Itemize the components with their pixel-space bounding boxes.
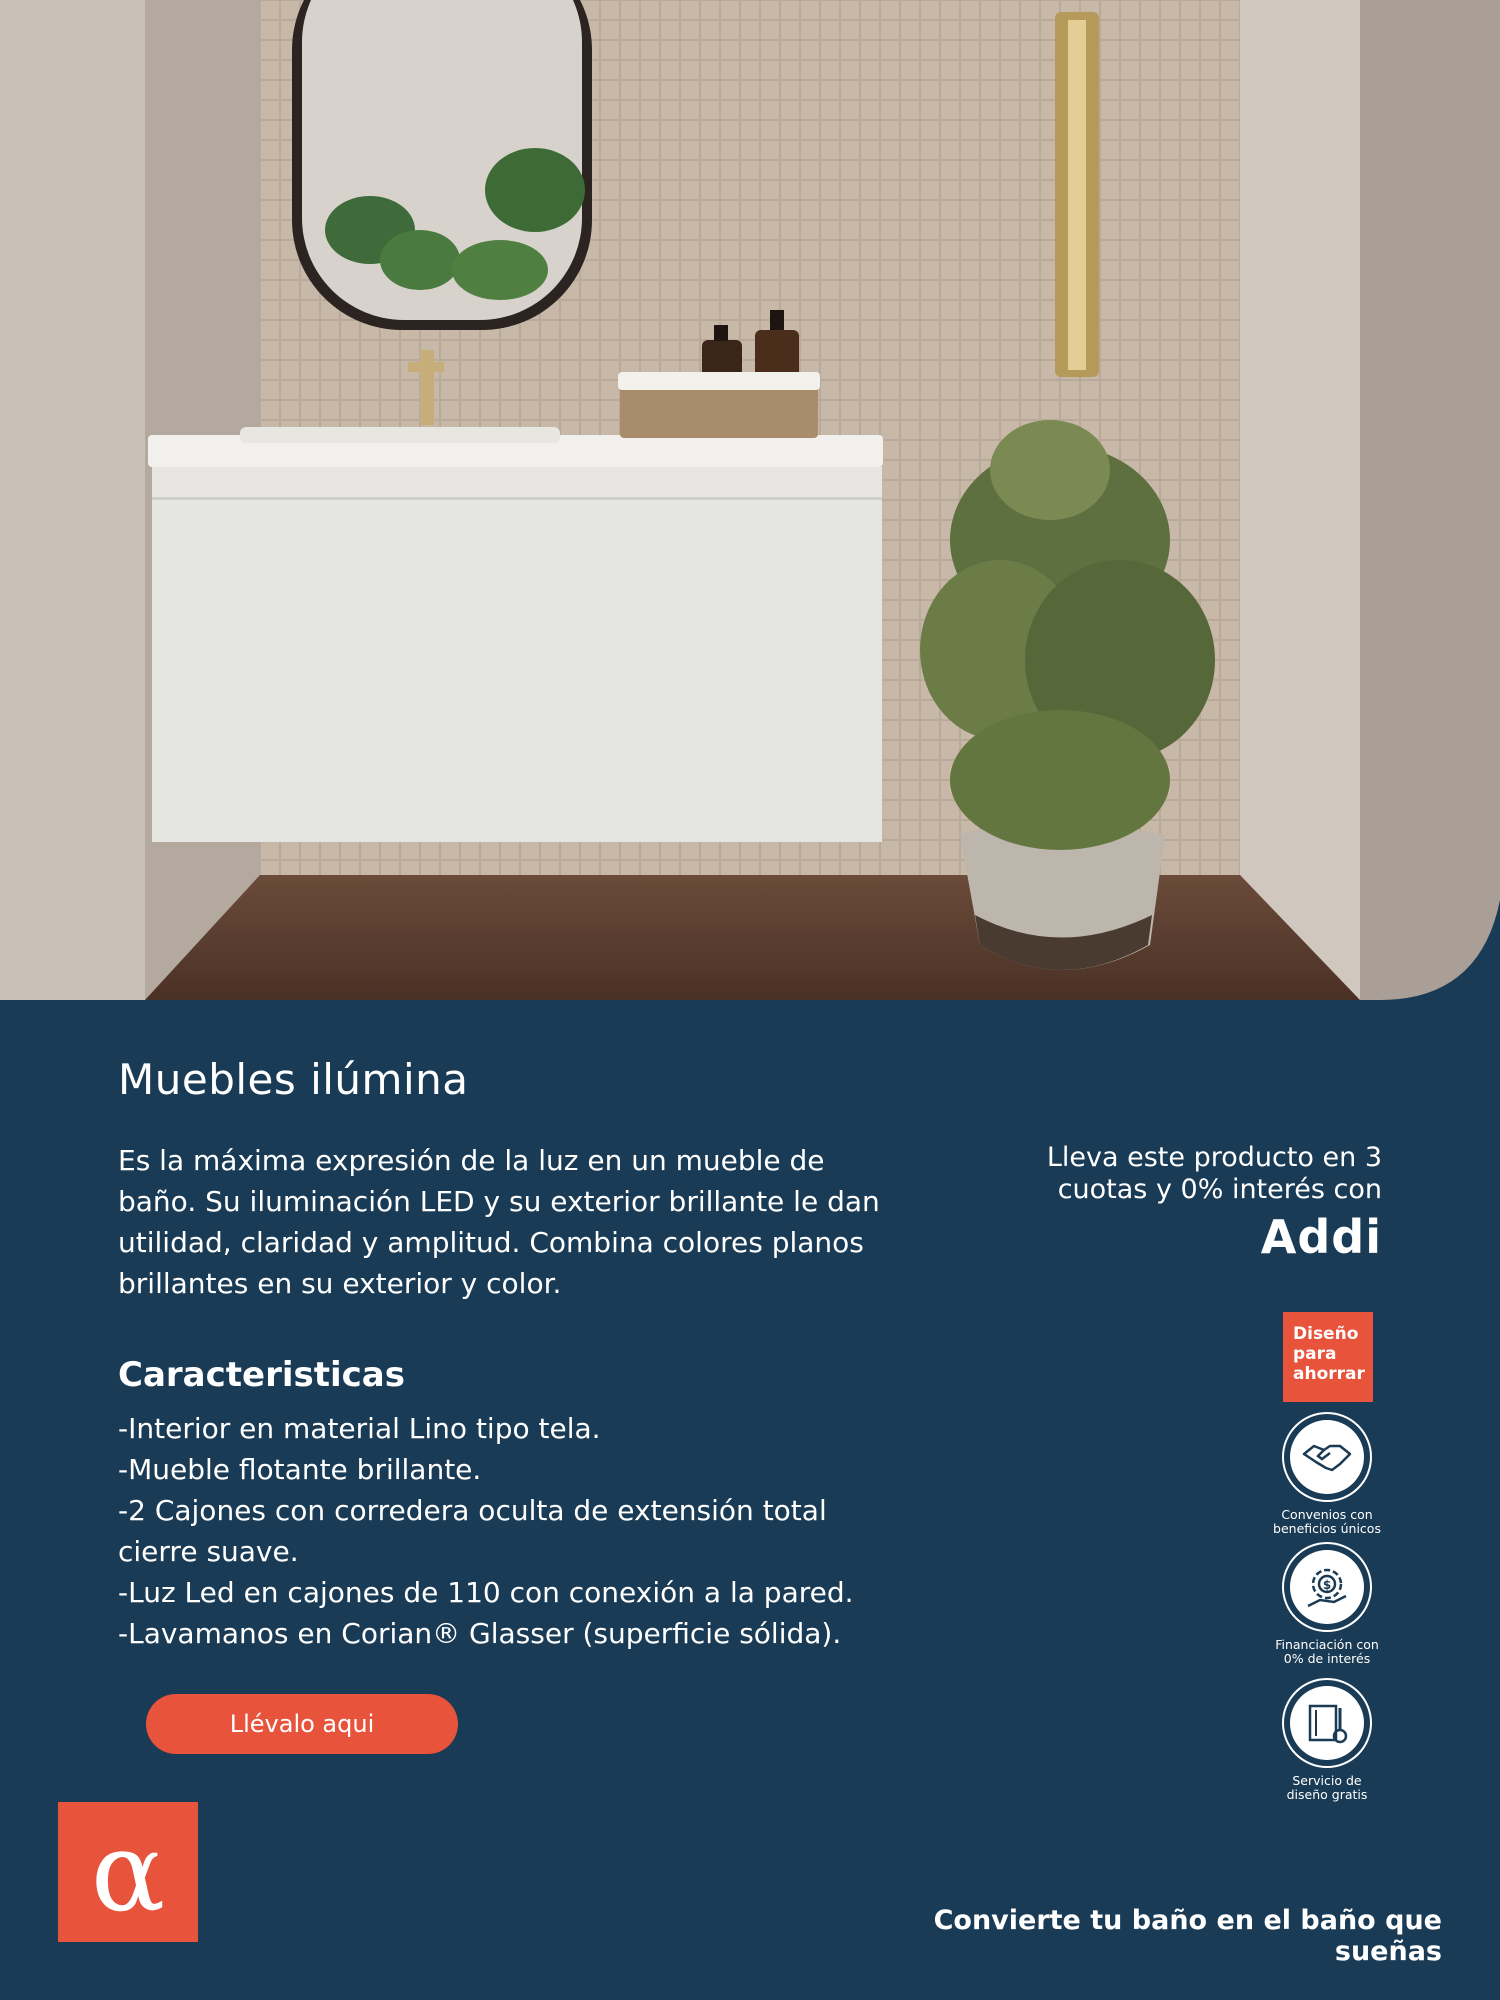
brand-logo[interactable]: α: [58, 1802, 198, 1942]
feature-item: -Mueble flotante brillante.: [118, 1453, 482, 1486]
benefit-financing: [1252, 1542, 1402, 1666]
feature-item: -Luz Led en cajones de 110 con conexión a la pared.: [118, 1576, 854, 1609]
features-heading: Caracteristicas: [118, 1355, 405, 1395]
buy-button[interactable]: Llévalo aqui: [146, 1694, 458, 1754]
design-tools-icon: [1290, 1686, 1364, 1760]
svg-text:$: $: [1322, 1578, 1332, 1592]
benefit-label: Convenios con beneficios únicos: [1273, 1507, 1381, 1536]
feature-item: -Lavamanos en Corian® Glasser (superficie sólida).: [118, 1617, 842, 1650]
badge-line: Diseño: [1293, 1324, 1359, 1344]
tagline: Convierte tu baño en el baño que sueñas: [933, 1905, 1442, 1967]
addi-logo[interactable]: Addi: [1260, 1210, 1382, 1264]
product-title: Muebles ilúmina: [118, 1055, 469, 1104]
features-list: [118, 1408, 898, 1654]
feature-item: -Interior en material Lino tipo tela.: [118, 1412, 601, 1445]
benefit-agreements: [1252, 1412, 1402, 1536]
design-savings-badge: [1283, 1312, 1373, 1402]
product-description: Es la máxima expresión de la luz en un mueble de baño. Su iluminación LED y su exterior brillante le dan utilidad, claridad y amplitud. Combina colores planos brillantes en su exterior y color.: [118, 1144, 880, 1300]
feature-item: -2 Cajones con corredera oculta de extensión total cierre suave.: [118, 1494, 827, 1568]
financing-text: Lleva este producto en 3 cuotas y 0% interés con: [1046, 1142, 1382, 1205]
money-gear-icon: [1290, 1550, 1364, 1624]
handshake-icon: [1290, 1420, 1364, 1494]
benefit-design-service: [1252, 1678, 1402, 1802]
badge-line: ahorrar: [1293, 1364, 1365, 1384]
benefit-label: Financiación con 0% de interés: [1275, 1637, 1379, 1666]
benefit-label: Servicio de diseño gratis: [1286, 1773, 1368, 1802]
badge-line: para: [1293, 1344, 1337, 1364]
